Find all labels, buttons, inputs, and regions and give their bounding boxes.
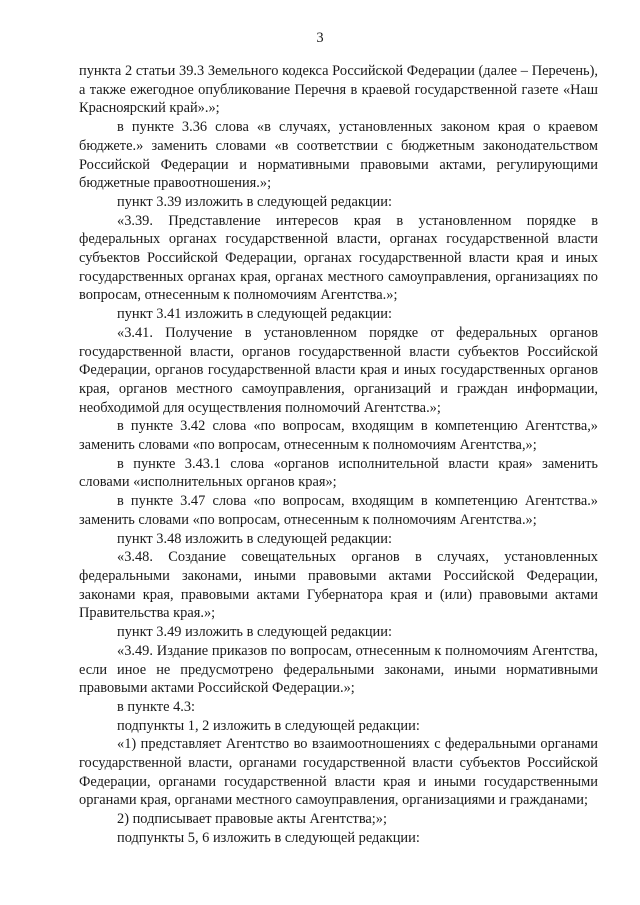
- paragraph-item-3-47: в пункте 3.47 слова «по вопросам, входящим в компетенцию Агентства.» заменить словами «по вопросам, отнесенным к полномочиям Агентства.»;: [79, 493, 598, 528]
- paragraph-subitem-1: «1) представляет Агентство во взаимоотношениях с федеральными органами государственной власти, органами государственной власти субъектов Российской Федерации, органами государственной власти края и иными государственными органами края, органами местного самоуправления, организациями и гражданами;: [79, 736, 598, 809]
- paragraph-instruction-3-48: пункт 3.48 изложить в следующей редакции:: [117, 530, 392, 547]
- paragraph-instruction-subitems-1-2: подпункты 1, 2 изложить в следующей редакции:: [117, 717, 420, 734]
- paragraph-item-3-42: в пункте 3.42 слова «по вопросам, входящим в компетенцию Агентства,» заменить словами «по вопросам, отнесенным к полномочиям Агентства,»;: [79, 418, 598, 454]
- paragraph-text-3-41: «3.41. Получение в установленном порядке от федеральных органов государственной власти, органов государственной власти субъектов Российской Федерации, органов государственной власти края и иных государственных органов края, органов местного самоуправления, организаций и граждан информации, необходимой для осуществления полномочий Агентства.»;: [79, 324, 598, 416]
- paragraph-item-4-3: в пункте 4.3:: [117, 698, 196, 715]
- paragraph-text-3-39: «3.39. Представление интересов края в установленном порядке в федеральных органах государственной власти, органах государственной власти субъектов Российской Федерации, органах государственной власти края и иных государственных органах края, органах местного самоуправления, организациях по вопросам, отнесенным к полномочиям Агентства.»;: [79, 212, 598, 304]
- paragraph-text-3-48: «3.48. Создание совещательных органов в случаях, установленных федеральными законами, иными правовыми актами Российской Федерации, законами края, правовыми актами Губернатора края и (или) правовыми актами Правительства края.»;: [79, 549, 598, 622]
- paragraph-instruction-subitems-5-6: подпункты 5, 6 изложить в следующей редакции:: [117, 829, 420, 846]
- paragraph-instruction-3-39: пункт 3.39 изложить в следующей редакции:: [117, 193, 392, 210]
- paragraph-instruction-3-41: пункт 3.41 изложить в следующей редакции:: [117, 306, 392, 323]
- paragraph-continuation: пункта 2 статьи 39.3 Земельного кодекса Российской Федерации (далее – Перечень), а также ежегодное опубликование Перечня в краевой государственной газете «Наш Красноярский край».»;: [79, 63, 598, 117]
- page-number: 3: [316, 30, 324, 46]
- paragraph-text-3-49: «3.49. Издание приказов по вопросам, отнесенным к полномочиям Агентства, если иное не предусмотрено федеральными законами, иными нормативными правовыми актами Российской Федерации.»;: [79, 642, 598, 697]
- paragraph-item-3-43-1: в пункте 3.43.1 слова «органов исполнительной власти края» заменить словами «исполнительных органов края»;: [79, 455, 598, 491]
- paragraph-item-3-36: в пункте 3.36 слова «в случаях, установленных законом края о краевом бюджете.» заменить словами «в соответствии с бюджетным законодательством Российской Федерации и нормативными правовыми актами, регулирующими бюджетные правоотношения.»;: [79, 119, 598, 192]
- document-body: [79, 62, 598, 848]
- paragraph-subitem-2: 2) подписывает правовые акты Агентства;»;: [117, 811, 387, 828]
- paragraph-instruction-3-49: пункт 3.49 изложить в следующей редакции:: [117, 624, 392, 641]
